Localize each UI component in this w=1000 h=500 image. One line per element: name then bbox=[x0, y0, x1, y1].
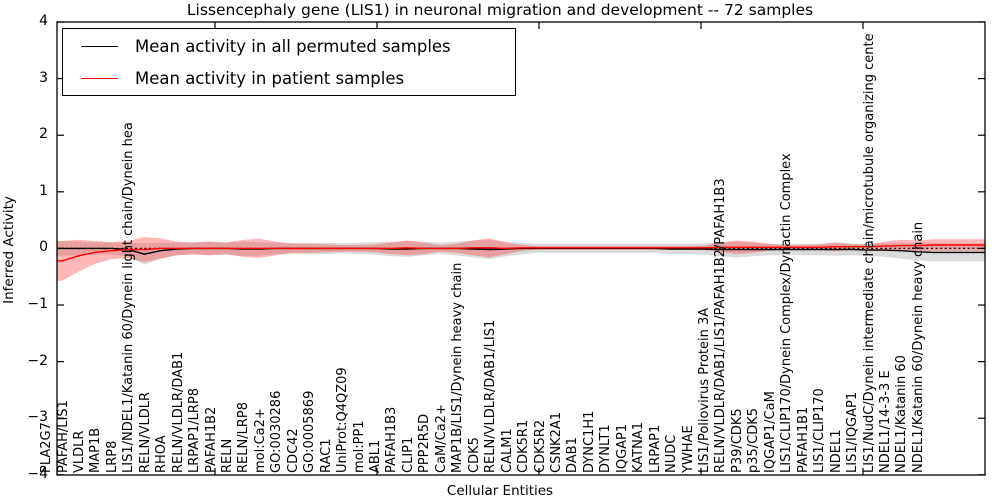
x-category-label: KATNA1 bbox=[631, 421, 647, 473]
x-category-label: GO:0030286 bbox=[269, 390, 285, 473]
x-category-label: GO:0005869 bbox=[302, 390, 318, 473]
x-category-label: RELN/VLDLR/DAB1/LIS1 bbox=[483, 319, 499, 473]
x-category-label: LIS1/CLIP170/Dynein Complex/Dynactin Complex bbox=[779, 153, 795, 473]
y-tick-label: 0 bbox=[39, 239, 48, 255]
y-tick-label: 4 bbox=[39, 13, 48, 29]
x-category-label: p35/CDK5 bbox=[746, 407, 762, 473]
x-category-label: NUDC bbox=[664, 434, 680, 473]
x-category-label: PAFAH1B3 bbox=[384, 406, 400, 473]
legend-entry-permuted bbox=[63, 30, 515, 62]
y-tick-label: −3 bbox=[27, 409, 48, 425]
x-category-label: RAC1 bbox=[318, 438, 334, 473]
x-category-label: PAFAH1B1 bbox=[795, 406, 811, 473]
x-category-label: PAFAH/LIS1 bbox=[55, 400, 71, 473]
x-category-label: NDEL1 bbox=[828, 429, 844, 473]
x-category-label: CDK5 bbox=[466, 437, 482, 473]
legend-entry-patient bbox=[63, 62, 515, 94]
x-category-label: LIS1/IQGAP1 bbox=[845, 391, 860, 473]
x-category-label: P39/CDK5 bbox=[729, 408, 745, 473]
x-category-label: NDEL1/14-3-3 E bbox=[877, 370, 893, 473]
permuted-line-swatch bbox=[81, 46, 118, 47]
y-tick-label: 1 bbox=[39, 183, 48, 199]
x-category-label: LIS1/NDEL1/Katanin 60/Dynein light chain/Dynein hea bbox=[121, 122, 137, 473]
x-category-label: MAP1B bbox=[88, 427, 104, 473]
x-category-label: LRP8 bbox=[104, 440, 120, 473]
x-category-label: mol:Ca2+ bbox=[252, 408, 268, 473]
x-category-label: RELN/VLDLR bbox=[137, 391, 153, 473]
x-category-label: IQGAP1/CaM bbox=[762, 391, 778, 473]
x-category-label: DYNC1H1 bbox=[581, 410, 597, 473]
x-category-label: PLA2G7 bbox=[39, 422, 54, 473]
x-category-label: NDEL1/Katanin 60/Dynein heavy chain bbox=[910, 221, 926, 473]
x-category-label: IQGAP1 bbox=[614, 423, 630, 473]
y-tick-label: −4 bbox=[27, 466, 48, 482]
x-category-label: LRPAP1 bbox=[647, 424, 663, 473]
y-axis-label: Inferred Activity bbox=[1, 196, 17, 304]
y-tick-label: −2 bbox=[27, 353, 48, 369]
legend-label-patient: Mean activity in patient samples bbox=[135, 68, 405, 88]
legend-label-permuted: Mean activity in all permuted samples bbox=[135, 36, 451, 56]
x-category-label: CDK5R1 bbox=[516, 419, 531, 473]
x-category-label: LIS1/CLIP170 bbox=[812, 388, 828, 473]
x-category-label: DYNLT1 bbox=[598, 424, 614, 473]
x-category-label: YWHAE bbox=[680, 425, 696, 473]
patient-line-swatch bbox=[81, 78, 118, 79]
x-category-label: VLDLR bbox=[71, 430, 87, 473]
x-category-label: RELN/LRP8 bbox=[236, 402, 252, 473]
x-category-label: ABL1 bbox=[368, 439, 383, 473]
y-tick-label: −1 bbox=[27, 296, 48, 312]
y-tick-label: 3 bbox=[39, 70, 48, 86]
x-category-label: CALM1 bbox=[499, 428, 515, 473]
y-tick-label: 2 bbox=[39, 126, 48, 142]
x-category-label: LIS1/Poliovirus Protein 3A bbox=[697, 307, 712, 473]
x-category-label: CDK5R2 bbox=[532, 419, 548, 473]
x-category-label: CDC42 bbox=[285, 428, 301, 473]
x-category-label: CaM/Ca2+ bbox=[433, 404, 449, 473]
x-category-label: CSNK2A1 bbox=[549, 411, 564, 473]
x-category-label: MAP1B/LIS1/Dynein heavy chain bbox=[450, 262, 466, 473]
x-category-label: CLIP1 bbox=[400, 436, 416, 473]
chart-title: Lissencephaly gene (LIS1) in neuronal migration and development -- 72 samples bbox=[186, 1, 814, 19]
x-category-label: RELN/VLDLR/DAB1 bbox=[170, 351, 186, 473]
x-category-label: RHOA bbox=[154, 435, 170, 473]
legend bbox=[62, 28, 516, 96]
x-category-label: mol:PP1 bbox=[351, 420, 367, 473]
x-category-label: RELN bbox=[219, 438, 235, 473]
x-category-label: LIS1/NudC/Dynein intermediate chain/microtubule organizing cente bbox=[861, 33, 877, 473]
x-category-label: LRPAP1/LRP8 bbox=[187, 387, 202, 473]
x-category-label: DAB1 bbox=[565, 437, 581, 473]
x-category-label: RELN/VLDLR/DAB1/LIS1/PAFAH1B2/PAFAH1B3 bbox=[713, 178, 729, 473]
x-category-label: UniProt:Q4QZ09 bbox=[335, 367, 351, 473]
x-category-label: NDEL1/Katanin 60 bbox=[894, 355, 910, 473]
x-axis-label: Cellular Entities bbox=[446, 483, 554, 499]
x-category-label: PPP2R5D bbox=[417, 413, 433, 473]
x-category-label: PAFAH1B2 bbox=[203, 406, 219, 473]
